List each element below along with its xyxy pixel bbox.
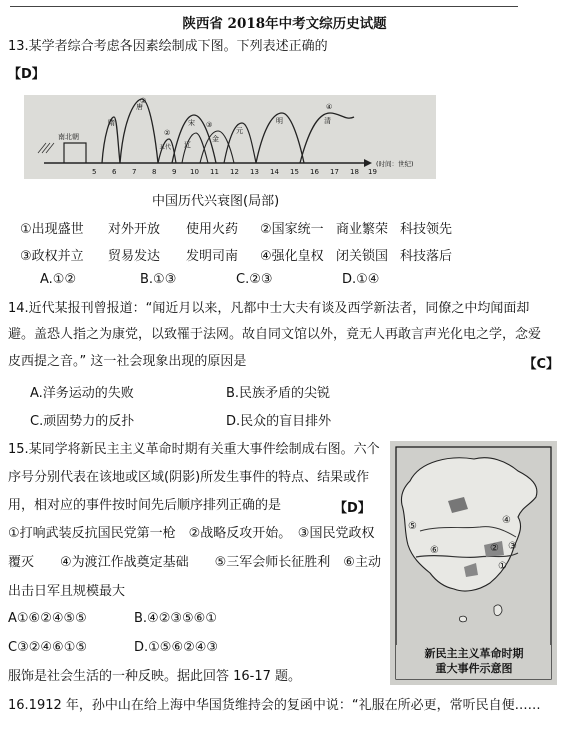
axis-ticks (92, 168, 377, 176)
q15-answer: 【D】 (334, 501, 371, 516)
tick-10: 10 (190, 168, 199, 176)
q13-option-d: D.①④ (342, 272, 380, 287)
label-wudai: 五代 (159, 144, 172, 151)
q15-option-d: D.①⑤⑥②④③ (134, 640, 219, 655)
q14-option-a: A.洋务运动的失败 (30, 386, 134, 401)
q15-option-c: C③②④⑥①⑤ (8, 640, 88, 655)
q13-option-b: B.①③ (140, 272, 177, 287)
marker-3: ③ (206, 121, 213, 129)
map-title-line-1: 新民主主义革命时期 (424, 647, 524, 660)
label-song: 宋 (188, 119, 195, 127)
tick-15: 15 (290, 168, 299, 176)
marker-1: ① (140, 97, 147, 105)
q15-option-a: A①⑥②④⑤⑤ (8, 611, 87, 626)
q15-line-4: ①打响武装反抗国民党第一枪 ②战略反攻开始。 ③国民党政权 (8, 526, 375, 541)
q14-option-d: D.民众的盲目排外 (226, 414, 332, 429)
feature-1-3: 使用火药 (186, 222, 239, 237)
q14-option-b: B.民族矛盾的尖锐 (226, 386, 331, 401)
feature-2-5: 闭关锁国 (336, 249, 389, 264)
hainan-outline (459, 616, 466, 622)
q14-option-c: C.顽固势力的反扑 (30, 414, 135, 429)
photo-background (24, 95, 436, 179)
q15-line-1: 15.某同学将新民主主义革命时期有关重大事件绘制成右图。六个 (8, 442, 380, 457)
q16-17-intro: 服饰是社会生活的一种反映。据此回答 16-17 题。 (8, 669, 302, 684)
revolution-events-map (390, 441, 557, 685)
figure-caption: 中国历代兴衰图(局部) (152, 194, 280, 209)
feature-2-1: ③政权并立 (20, 249, 84, 264)
label-jin: 金 (212, 135, 219, 143)
map-marker-2: ② (490, 543, 499, 554)
q15-line-3: 用，相对应的事件按时间先后顺序排列正确的是 (8, 498, 282, 513)
q15-option-b: B.④②③⑤⑥① (134, 611, 217, 626)
tick-12: 12 (230, 168, 239, 176)
feature-2-6: 科技落后 (400, 249, 453, 264)
tick-9: 9 (172, 168, 177, 176)
dynasty-rise-fall-chart (24, 95, 436, 179)
q14-answer: 【C】 (523, 357, 559, 372)
map-marker-5: ⑤ (408, 521, 417, 532)
taiwan-outline (494, 605, 502, 616)
q16-line-1: 16.1912 年，孙中山在给上海中华国货维持会的复函中说：“礼服在所必更，常听民自便…… (8, 698, 541, 713)
feature-2-2: 贸易发达 (108, 249, 161, 264)
map-marker-4: ④ (502, 515, 511, 526)
feature-1-5: 商业繁荣 (336, 222, 389, 237)
header-rule (10, 6, 518, 7)
q15-line-6: 出击日军且规模最大 (8, 584, 126, 599)
q13-stem: 13.某学者综合考虑各因素绘制成下图。下列表述正确的 (8, 39, 328, 54)
tick-14: 14 (270, 168, 279, 176)
tick-13: 13 (250, 168, 259, 176)
label-sui: 隋 (108, 119, 115, 127)
map-title-line-2: 重大事件示意图 (435, 662, 513, 675)
q14-line-2: 避。盖恐人指之为康党，以致罹于法网。故自同文馆以外，竟无人再敢言声光化电之学，念爱 (8, 327, 542, 342)
tick-6: 6 (112, 168, 117, 176)
tick-18: 18 (350, 168, 359, 176)
feature-2-4: ④强化皇权 (260, 249, 324, 264)
label-ming: 明 (276, 117, 283, 125)
tick-5: 5 (92, 168, 97, 176)
tick-16: 16 (310, 168, 319, 176)
tick-17: 17 (330, 168, 339, 176)
label-nanbeichao: 南北朝 (58, 133, 79, 141)
map-marker-1: ① (498, 561, 507, 572)
feature-1-4: ②国家统一 (260, 222, 324, 237)
tick-7: 7 (132, 168, 137, 176)
tick-8: 8 (152, 168, 157, 176)
tick-19: 19 (368, 168, 377, 176)
feature-1-2: 对外开放 (108, 222, 161, 237)
marker-4: ④ (326, 103, 333, 111)
tick-11: 11 (210, 168, 219, 176)
label-liao: 辽 (184, 141, 191, 149)
q14-line-1: 14.近代某报刊曾报道：“闻近月以来，凡都中士大夫有谈及西学新法者，同僚之中均闻面却 (8, 301, 530, 316)
feature-2-3: 发明司南 (186, 249, 239, 264)
label-qing: 清 (324, 117, 331, 125)
q13-answer: 【D】 (8, 67, 45, 82)
axis-label: (时间：世纪) (376, 160, 414, 168)
label-tang: 唐 (136, 103, 143, 111)
q15-line-5: 覆灭 ④为渡江作战奠定基础 ⑤三军会师长征胜利 ⑥主动 (8, 555, 381, 570)
q13-option-a: A.①② (40, 272, 77, 287)
map-svg (390, 441, 557, 685)
dynasty-chart-figure (24, 95, 436, 179)
q15-line-2: 序号分别代表在该地或区域(阴影)所发生事件的特点、结果或作 (8, 470, 370, 485)
feature-1-1: ①出现盛世 (20, 222, 84, 237)
q13-option-c: C.②③ (236, 272, 273, 287)
label-yuan: 元 (236, 127, 243, 135)
page-title: 陕西省 2018年中考文综历史试题 (182, 16, 387, 32)
marker-2: ② (164, 129, 171, 137)
map-marker-3: ③ (508, 541, 517, 552)
feature-1-6: 科技领先 (400, 222, 453, 237)
map-marker-6: ⑥ (430, 545, 439, 556)
q14-line-3: 皮西提之音。” 这一社会现象出现的原因是 (8, 354, 247, 369)
